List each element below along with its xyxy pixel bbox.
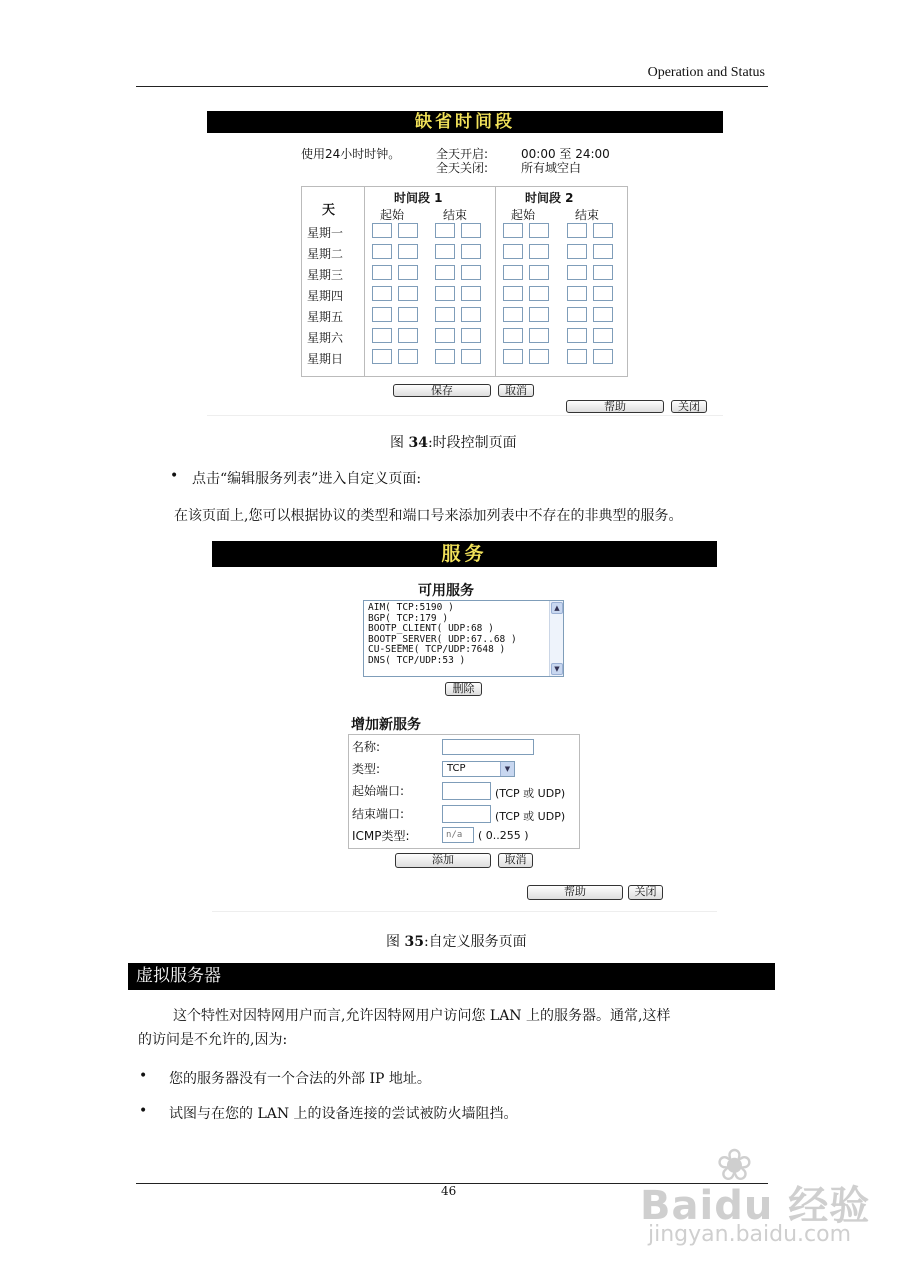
hour-input[interactable] xyxy=(435,286,455,301)
schedule-title-bar: 缺省时间段 xyxy=(207,111,723,133)
minute-input[interactable] xyxy=(398,265,418,280)
end-port-input[interactable] xyxy=(442,805,491,823)
type-select-value: TCP xyxy=(447,763,466,774)
hour-input[interactable] xyxy=(372,349,392,364)
minute-input[interactable] xyxy=(529,223,549,238)
minute-input[interactable] xyxy=(529,349,549,364)
available-services-list[interactable] xyxy=(363,600,564,677)
close-button[interactable]: 关闭 xyxy=(671,400,707,413)
minute-input[interactable] xyxy=(398,307,418,322)
add-service-form xyxy=(348,734,580,849)
hour-input[interactable] xyxy=(372,244,392,259)
paw-logo-icon: ❀ xyxy=(716,1140,753,1191)
help-button[interactable]: 帮助 xyxy=(566,400,664,413)
schedule-table xyxy=(301,186,628,377)
hour-input[interactable] xyxy=(503,328,523,343)
help-button[interactable]: 帮助 xyxy=(527,885,623,900)
figure-34-schedule-page xyxy=(207,111,723,417)
hour-input[interactable] xyxy=(567,307,587,322)
service-title-bar: 服务 xyxy=(212,541,717,567)
hour-input[interactable] xyxy=(372,307,392,322)
hour-input[interactable] xyxy=(372,265,392,280)
hour-input[interactable] xyxy=(567,349,587,364)
caption-number: 35 xyxy=(404,934,424,950)
period-1-start-header: 起始 xyxy=(380,208,405,222)
chevron-down-icon[interactable]: ▼ xyxy=(500,762,514,776)
watermark-url: jingyan.baidu.com xyxy=(648,1222,852,1247)
list-scrollbar[interactable] xyxy=(549,601,563,676)
clock-note: 使用24小时时钟。 xyxy=(301,147,401,161)
add-button[interactable]: 添加 xyxy=(395,853,491,868)
day-label: 星期日 xyxy=(307,352,344,366)
header-rule xyxy=(136,86,768,87)
paragraph-line-1: 这个特性对因特网用户而言,允许因特网用户访问您 LAN 上的服务器。通常,这样 xyxy=(173,1008,671,1024)
minute-input[interactable] xyxy=(398,349,418,364)
minute-input[interactable] xyxy=(461,244,481,259)
hour-input[interactable] xyxy=(372,223,392,238)
hour-input[interactable] xyxy=(503,265,523,280)
hour-input[interactable] xyxy=(567,328,587,343)
minute-input[interactable] xyxy=(461,286,481,301)
minute-input[interactable] xyxy=(593,223,613,238)
caption-text: :时段控制页面 xyxy=(427,435,517,451)
hour-input[interactable] xyxy=(567,265,587,280)
minute-input[interactable] xyxy=(461,349,481,364)
hour-input[interactable] xyxy=(503,223,523,238)
hour-input[interactable] xyxy=(503,307,523,322)
cancel-button[interactable]: 取消 xyxy=(498,384,534,397)
start-port-input[interactable] xyxy=(442,782,491,800)
start-port-label: 起始端口: xyxy=(352,784,405,798)
hour-input[interactable] xyxy=(435,223,455,238)
minute-input[interactable] xyxy=(398,328,418,343)
hour-input[interactable] xyxy=(567,286,587,301)
caption-text: :自定义服务页面 xyxy=(423,934,527,950)
end-port-hint: (TCP 或 UDP) xyxy=(495,810,566,823)
minute-input[interactable] xyxy=(529,265,549,280)
paragraph-custom-service: 在该页面上,您可以根据协议的类型和端口号来添加列表中不存在的非典型的服务。 xyxy=(174,508,683,524)
hour-input[interactable] xyxy=(435,244,455,259)
all-day-off-label: 全天关闭: xyxy=(436,161,489,175)
period-1-header: 时间段 1 xyxy=(394,191,443,205)
list-item[interactable]: BGP( TCP:179 ) xyxy=(368,612,449,624)
minute-input[interactable] xyxy=(461,307,481,322)
save-button[interactable]: 保存 xyxy=(393,384,491,397)
period-2-header: 时间段 2 xyxy=(525,191,574,205)
watermark-brand: Baidu 经验 xyxy=(640,1183,871,1229)
day-column-header: 天 xyxy=(322,203,336,218)
list-item[interactable]: DNS( TCP/UDP:53 ) xyxy=(368,654,466,666)
icmp-type-label: ICMP类型: xyxy=(352,829,410,843)
minute-input[interactable] xyxy=(529,328,549,343)
table-divider xyxy=(364,187,365,376)
bullet-no-external-ip: 您的服务器没有一个合法的外部 IP 地址。 xyxy=(169,1071,431,1087)
minute-input[interactable] xyxy=(593,328,613,343)
end-port-label: 结束端口: xyxy=(352,807,405,821)
figure-35-caption xyxy=(386,931,527,951)
baidu-jingyan-watermark xyxy=(636,1140,876,1270)
minute-input[interactable] xyxy=(593,349,613,364)
minute-input[interactable] xyxy=(593,286,613,301)
caption-prefix: 图 xyxy=(390,435,409,451)
figure-border xyxy=(212,911,717,912)
caption-number: 34 xyxy=(408,435,428,451)
minute-input[interactable] xyxy=(398,286,418,301)
minute-input[interactable] xyxy=(529,286,549,301)
minute-input[interactable] xyxy=(461,328,481,343)
day-label: 星期二 xyxy=(307,247,344,261)
minute-input[interactable] xyxy=(593,307,613,322)
bullet-dot: • xyxy=(139,1103,148,1119)
hour-input[interactable] xyxy=(435,265,455,280)
hour-input[interactable] xyxy=(503,244,523,259)
page-number: 46 xyxy=(441,1184,457,1198)
type-label: 类型: xyxy=(352,762,381,776)
period-2-start-header: 起始 xyxy=(511,208,536,222)
start-port-hint: (TCP 或 UDP) xyxy=(495,787,566,800)
bullet-dot: • xyxy=(170,468,179,484)
figure-border xyxy=(207,415,723,416)
table-divider xyxy=(495,187,496,376)
service-name-input[interactable] xyxy=(442,739,534,755)
day-label: 星期六 xyxy=(307,331,344,345)
day-label: 星期四 xyxy=(307,289,344,303)
minute-input[interactable] xyxy=(529,244,549,259)
scroll-up-icon[interactable]: ▲ xyxy=(551,602,563,614)
paragraph-line-2: 的访问是不允许的,因为: xyxy=(138,1032,288,1048)
minute-input[interactable] xyxy=(398,244,418,259)
all-day-on-label: 全天开启: xyxy=(436,147,489,161)
close-button[interactable]: 关闭 xyxy=(628,885,663,900)
hour-input[interactable] xyxy=(372,286,392,301)
delete-button[interactable]: 删除 xyxy=(445,682,482,696)
running-header: Operation and Status xyxy=(647,65,765,80)
type-select[interactable] xyxy=(442,761,515,777)
list-item[interactable]: BOOTP_CLIENT( UDP:68 ) xyxy=(368,623,494,635)
caption-prefix: 图 xyxy=(386,934,405,950)
add-service-heading: 增加新服务 xyxy=(351,717,421,733)
all-day-on-value: 00:00 至 24:00 xyxy=(521,147,610,161)
hour-input[interactable] xyxy=(503,286,523,301)
bullet-edit-service-list: 点击“编辑服务列表”进入自定义页面: xyxy=(192,471,422,487)
period-2-end-header: 结束 xyxy=(575,208,600,222)
hour-input[interactable] xyxy=(567,244,587,259)
minute-input[interactable] xyxy=(593,244,613,259)
minute-input[interactable] xyxy=(461,223,481,238)
period-1-end-header: 结束 xyxy=(443,208,468,222)
bullet-dot: • xyxy=(139,1068,148,1084)
list-item[interactable]: AIM( TCP:5190 ) xyxy=(368,602,454,613)
minute-input[interactable] xyxy=(529,307,549,322)
bullet-firewall-blocks: 试图与在您的 LAN 上的设备连接的尝试被防火墙阻挡。 xyxy=(169,1106,518,1122)
hour-input[interactable] xyxy=(503,349,523,364)
figure-35-service-page xyxy=(212,541,717,913)
day-label: 星期一 xyxy=(307,226,344,240)
list-item[interactable]: BOOTP_SERVER( UDP:67..68 ) xyxy=(368,633,517,645)
list-item[interactable]: CU-SEEME( TCP/UDP:7648 ) xyxy=(368,644,506,656)
minute-input[interactable] xyxy=(461,265,481,280)
day-label: 星期三 xyxy=(307,268,344,282)
icmp-range-hint: ( 0..255 ) xyxy=(478,829,529,842)
all-day-off-value: 所有域空白 xyxy=(521,161,582,175)
hour-input[interactable] xyxy=(567,223,587,238)
hour-input[interactable] xyxy=(435,349,455,364)
name-label: 名称: xyxy=(352,740,381,754)
section-heading-virtual-server: 虚拟服务器 xyxy=(128,963,775,990)
scroll-down-icon[interactable]: ▼ xyxy=(551,663,563,675)
icmp-type-input[interactable] xyxy=(442,827,474,843)
cancel-button[interactable]: 取消 xyxy=(498,853,533,868)
minute-input[interactable] xyxy=(593,265,613,280)
figure-34-caption xyxy=(390,432,517,452)
hour-input[interactable] xyxy=(435,328,455,343)
hour-input[interactable] xyxy=(435,307,455,322)
day-label: 星期五 xyxy=(307,310,344,324)
hour-input[interactable] xyxy=(372,328,392,343)
available-services-heading: 可用服务 xyxy=(418,583,474,599)
minute-input[interactable] xyxy=(398,223,418,238)
